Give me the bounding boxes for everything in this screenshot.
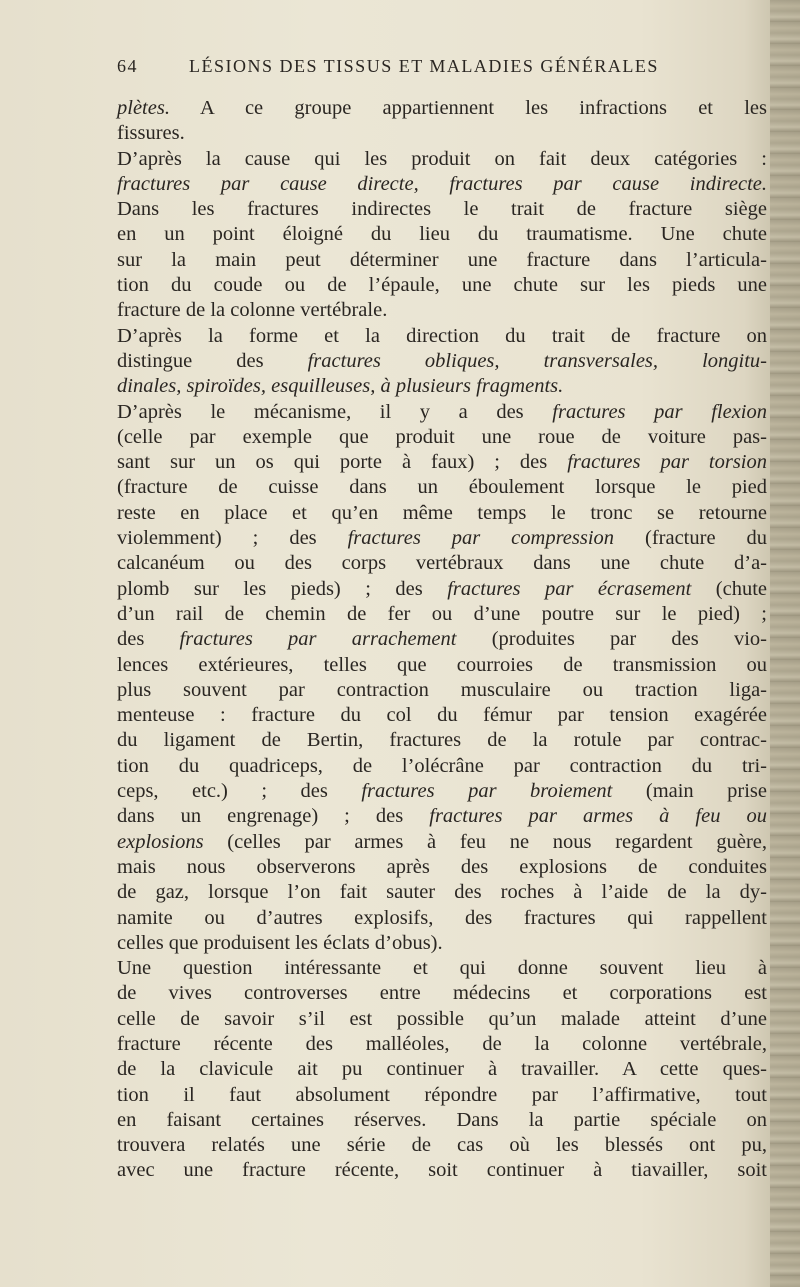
text-line bbox=[117, 324, 767, 349]
text-line bbox=[117, 703, 767, 728]
text-segment: (fracture de cuisse dans un éboulement lorsque le pied bbox=[117, 476, 767, 499]
text-line bbox=[117, 400, 767, 425]
text-line bbox=[117, 374, 767, 399]
italic-text: explosions bbox=[117, 830, 204, 853]
text-line bbox=[117, 981, 767, 1006]
text-line bbox=[117, 172, 767, 197]
text-segment: tion il faut absolument répondre par l’affirmative, tout bbox=[117, 1083, 767, 1106]
text-segment: mais nous observerons après des explosions de conduites bbox=[117, 855, 767, 878]
text-line bbox=[117, 602, 767, 627]
italic-text: plètes. bbox=[117, 97, 170, 119]
text-line bbox=[117, 273, 767, 298]
italic-text: fractures par écrasement bbox=[447, 577, 692, 600]
text-line bbox=[117, 678, 767, 703]
text-line bbox=[117, 425, 767, 450]
text-line bbox=[117, 1032, 767, 1057]
text-line bbox=[117, 147, 767, 172]
page-edge bbox=[770, 0, 800, 1287]
text-segment: fracture de la colonne vertébrale. bbox=[117, 299, 388, 322]
text-segment: reste en place et qu’en même temps le tronc se retourne bbox=[117, 501, 767, 524]
text-segment: sur la main peut déterminer une fracture dans l’articula- bbox=[117, 248, 767, 271]
text-segment: A ce groupe appartiennent les infractions et les bbox=[169, 97, 767, 119]
text-segment: distingue des bbox=[117, 349, 308, 372]
text-segment: de vives controverses entre médecins et corporations est bbox=[117, 982, 767, 1005]
text-line bbox=[117, 728, 767, 753]
text-line bbox=[117, 855, 767, 880]
text-segment: avec une fracture récente, soit continuer à tiavailler, soit bbox=[117, 1159, 767, 1182]
text-segment: ceps, etc.) ; des bbox=[117, 780, 362, 803]
text-segment: dans un engrenage) ; des bbox=[117, 805, 430, 828]
text-line bbox=[117, 248, 767, 273]
text-line bbox=[117, 349, 767, 374]
text-segment: fissures. bbox=[117, 122, 185, 145]
italic-text: fractures par armes à feu ou bbox=[429, 805, 767, 828]
running-header bbox=[117, 56, 767, 84]
text-segment: d’un rail de chemin de fer ou d’une poutre sur le pied) ; bbox=[117, 602, 767, 625]
italic-text: dinales, spiroïdes, esquilleuses, à plusieurs fragments. bbox=[117, 375, 564, 398]
text-segment: en un point éloigné du lieu du traumatisme. Une chute bbox=[117, 223, 767, 246]
text-line bbox=[117, 121, 767, 146]
text-segment: plus souvent par contraction musculaire ou traction liga- bbox=[117, 678, 767, 701]
text-segment: tion du coude ou de l’épaule, une chute sur les pieds une bbox=[117, 274, 767, 297]
text-line bbox=[117, 501, 767, 526]
text-line bbox=[117, 804, 767, 829]
italic-text: fractures par broiement bbox=[361, 780, 613, 803]
italic-text: fractures par flexion bbox=[552, 400, 767, 423]
text-line bbox=[117, 1057, 767, 1082]
text-segment: des bbox=[117, 628, 180, 651]
text-line bbox=[117, 906, 767, 931]
text-segment: plomb sur les pieds) ; des bbox=[117, 577, 448, 600]
text-segment: Une question intéressante et qui donne souvent lieu à bbox=[117, 957, 767, 980]
text-segment: (fracture du bbox=[614, 527, 767, 550]
text-line bbox=[117, 1083, 767, 1108]
text-line bbox=[117, 577, 767, 602]
text-segment: Dans les fractures indirectes le trait de fracture siège bbox=[117, 198, 767, 221]
text-segment: (chute bbox=[691, 577, 767, 600]
text-segment: D’après la forme et la direction du trait de fracture on bbox=[117, 324, 767, 347]
text-segment: celle de savoir s’il est possible qu’un malade atteint d’une bbox=[117, 1007, 767, 1030]
text-segment: en faisant certaines réserves. Dans la partie spéciale on bbox=[117, 1108, 767, 1131]
text-segment: fracture récente des malléoles, de la colonne vertébrale, bbox=[117, 1032, 767, 1055]
text-segment: tion du quadriceps, de l’olécrâne par contraction du tri- bbox=[117, 754, 767, 777]
text-segment: violemment) ; des bbox=[117, 527, 348, 550]
text-line bbox=[117, 1158, 767, 1183]
running-head-title: LÉSIONS DES TISSUS ET MALADIES GÉNÉRALES bbox=[189, 56, 659, 76]
text-segment: menteuse : fracture du col du fémur par tension exagérée bbox=[117, 704, 767, 727]
text-segment: trouvera relatés une série de cas où les blessés ont pu, bbox=[117, 1134, 767, 1157]
text-line bbox=[117, 1007, 767, 1032]
text-line bbox=[117, 197, 767, 222]
text-segment: namite ou d’autres explosifs, des fractures qui rappellent bbox=[117, 906, 767, 929]
text-line bbox=[117, 653, 767, 678]
text-line bbox=[117, 1108, 767, 1133]
text-line bbox=[117, 526, 767, 551]
text-line bbox=[117, 551, 767, 576]
body-text bbox=[117, 96, 767, 1184]
text-line bbox=[117, 627, 767, 652]
text-line bbox=[117, 1133, 767, 1158]
text-segment: D’après le mécanisme, il y a des bbox=[117, 400, 553, 423]
text-line bbox=[117, 222, 767, 247]
text-segment: du ligament de Bertin, fractures de la rotule par contrac- bbox=[117, 729, 767, 752]
text-segment: lences extérieures, telles que courroies de transmission ou bbox=[117, 653, 767, 676]
text-line bbox=[117, 754, 767, 779]
text-segment: de la clavicule ait pu continuer à travailler. A cette ques- bbox=[117, 1058, 767, 1081]
italic-text: fractures obliques, transversales, longitu- bbox=[307, 349, 767, 372]
italic-text: fractures par cause directe, fractures par cause indirecte. bbox=[117, 172, 767, 195]
text-segment: (produites par des vio- bbox=[456, 628, 767, 651]
text-line bbox=[117, 96, 767, 121]
text-segment: (main prise bbox=[612, 780, 768, 803]
text-line bbox=[117, 298, 767, 323]
text-segment: (celle par exemple que produit une roue de voiture pas- bbox=[117, 425, 767, 448]
text-segment: calcanéum ou des corps vertébraux dans une chute d’a- bbox=[117, 552, 767, 575]
page-number: 64 bbox=[117, 56, 138, 76]
text-line bbox=[117, 450, 767, 475]
italic-text: fractures par torsion bbox=[567, 451, 767, 474]
text-line bbox=[117, 880, 767, 905]
text-segment: (celles par armes à feu ne nous regardent guère, bbox=[203, 830, 767, 853]
italic-text: fractures par arrachement bbox=[179, 628, 457, 651]
text-line bbox=[117, 475, 767, 500]
text-line bbox=[117, 956, 767, 981]
italic-text: fractures par compression bbox=[347, 527, 615, 550]
text-segment: sant sur un os qui porte à faux) ; des bbox=[117, 451, 568, 474]
text-line bbox=[117, 931, 767, 956]
text-line bbox=[117, 830, 767, 855]
text-line bbox=[117, 779, 767, 804]
text-segment: celles que produisent les éclats d’obus). bbox=[117, 931, 443, 954]
text-segment: de gaz, lorsque l’on fait sauter des roches à l’aide de la dy- bbox=[117, 881, 767, 904]
text-segment: D’après la cause qui les produit on fait deux catégories : bbox=[117, 147, 767, 170]
